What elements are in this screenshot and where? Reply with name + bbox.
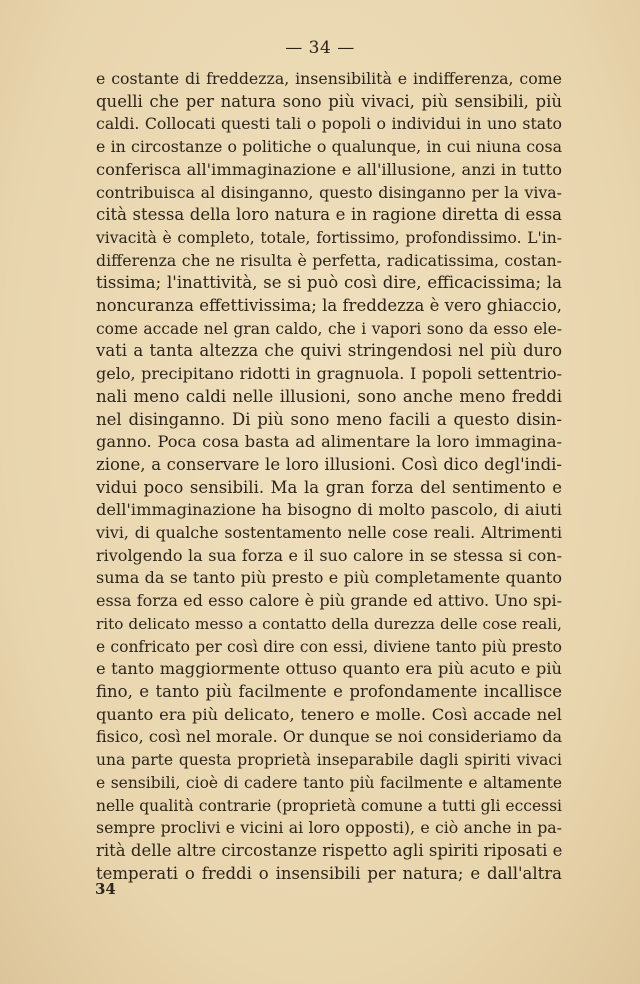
text-line: e sensibili, cioè di cadere tanto più facilmente e altamente	[96, 773, 562, 792]
text-line: conferisca all'immaginazione e all'illusione, anzi in tutto	[96, 159, 562, 179]
text-line: temperati o freddi o insensibili per natura; e dall'altra	[96, 863, 562, 883]
text-line: e costante di freddezza, insensibilità e indifferenza, come	[96, 69, 562, 88]
text-line: contribuisca al disinganno, questo disinganno per la viva-	[96, 182, 562, 202]
text-line: noncuranza effettivissima; la freddezza è vero ghiaccio,	[96, 296, 562, 316]
text-line: caldi. Collocati questi tali o popoli o individui in uno stato	[96, 114, 562, 134]
text-line: come accade nel gran caldo, che i vapori sono da esso ele-	[96, 319, 562, 338]
page-number-header: — 34 —	[285, 38, 355, 58]
text-line: dell'immaginazione ha bisogno di molto pascolo, di aiuti	[96, 500, 562, 520]
text-line: e confricato per così dire con essi, diviene tanto più presto	[96, 637, 562, 656]
text-line: sempre proclivi e vicini ai loro opposti), e ciò anche in pa-	[96, 818, 562, 838]
text-line: gelo, precipitano ridotti in gragnuola. I popoli settentrio-	[96, 364, 562, 384]
text-line: vidui poco sensibili. Ma la gran forza del sentimento e	[96, 477, 562, 497]
text-line: suma da se tanto più presto e più completamente quanto	[96, 568, 562, 588]
text-line: ganno. Poca cosa basta ad alimentare la loro immagina-	[96, 432, 562, 452]
text-line: vati a tanta altezza che quivi stringendosi nel più duro	[96, 341, 562, 361]
text-line: zione, a conservare le loro illusioni. Così dico degl'indi-	[96, 454, 562, 474]
text-line: una parte questa proprietà inseparabile dagli spiriti vivaci	[96, 751, 562, 770]
text-line: cità stessa della loro natura e in ragione diretta di essa	[96, 205, 562, 225]
text-line: quanto era più delicato, tenero e molle. Così accade nel	[96, 704, 562, 724]
text-line: vivi, di qualche sostentamento nelle cose reali. Altrimenti	[96, 523, 562, 543]
text-line: rito delicato messo a contatto della durezza delle cose reali,	[96, 614, 562, 633]
text-line: rivolgendo la sua forza e il suo calore in se stessa si con-	[96, 545, 562, 565]
text-line: nelle qualità contrarie (proprietà comune a tutti gli eccessi	[96, 796, 562, 815]
text-line: tissima; l'inattività, se si può così dire, efficacissima; la	[96, 273, 562, 293]
text-line: quelli che per natura sono più vivaci, più sensibili, più	[96, 91, 562, 111]
text-line: vivacità è completo, totale, fortissimo, profondissimo. L'in-	[96, 228, 562, 247]
text-line: nali meno caldi nelle illusioni, sono anche meno freddi	[96, 386, 562, 406]
text-line: fino, e tanto più facilmente e profondamente incallisce	[96, 681, 562, 701]
text-line: essa forza ed esso calore è più grande ed attivo. Uno spi-	[96, 591, 562, 611]
text-line: fisico, così nel morale. Or dunque se noi consideriamo da	[96, 727, 562, 747]
text-line: rità delle altre circostanze rispetto agli spiriti riposati e	[96, 840, 563, 860]
text-line: differenza che ne risulta è perfetta, radicatissima, costan-	[96, 250, 562, 270]
text-line: nel disinganno. Di più sono meno facili a questo disin-	[96, 409, 562, 429]
signature-mark: 34	[95, 880, 116, 898]
text-line: e tanto maggiormente ottuso quanto era più acuto e più	[96, 659, 562, 679]
text-line: e in circostanze o politiche o qualunque, in cui niuna cosa	[96, 137, 562, 157]
body-text	[96, 68, 562, 885]
